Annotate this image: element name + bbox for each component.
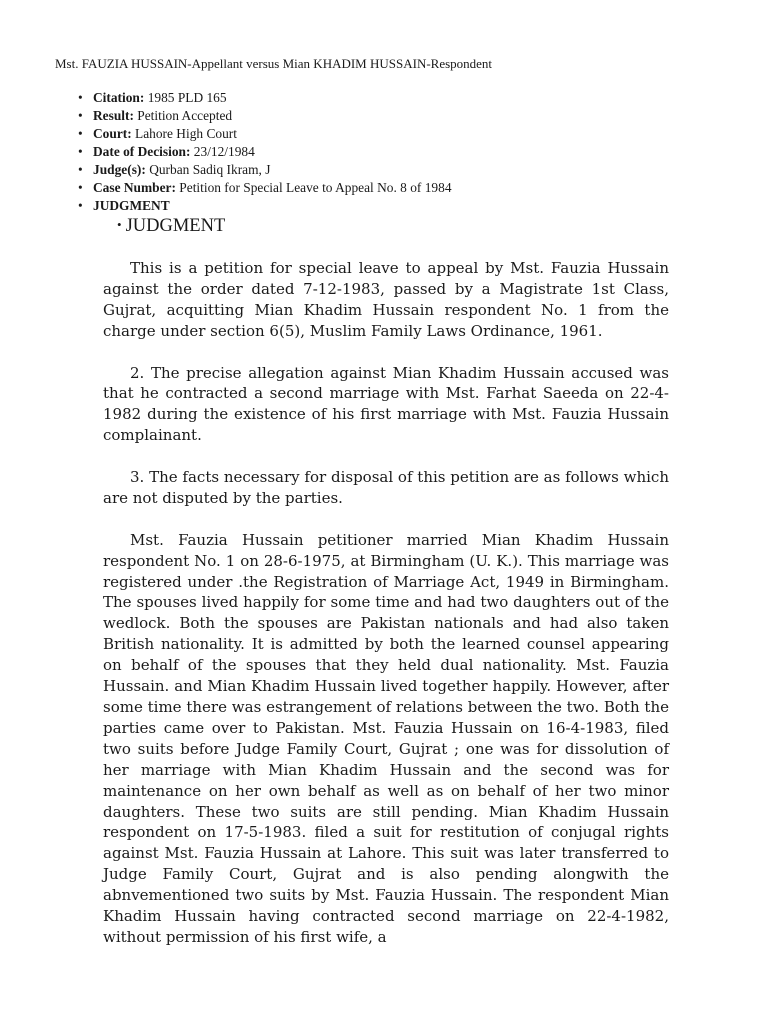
metadata-value: 1985 PLD 165 (147, 90, 227, 105)
metadata-value: Petition for Special Leave to Appeal No. 8 of 1984 (179, 180, 452, 195)
bullet-icon: • (117, 217, 122, 232)
metadata-citation (78, 89, 452, 107)
judgment-heading-text: JUDGMENT (125, 216, 226, 236)
metadata-label: JUDGMENT (93, 198, 170, 213)
metadata-result (78, 107, 452, 125)
judgment-paragraph: This is a petition for special leave to appeal by Mst. Fauzia Hussain against the order dated 7-12-1983, passed by a Magistrate 1st Class, Gujrat, acquitting Mian Khadim Hussain respondent No. 1 from the charge under section 6(5), Muslim Family Laws Ordinance, 1961. (103, 259, 669, 340)
metadata-court (78, 125, 452, 143)
metadata-label: Court: (93, 126, 132, 141)
metadata-value: Petition Accepted (137, 108, 233, 123)
metadata-judges (78, 161, 452, 179)
metadata-label: Date of Decision: (93, 144, 191, 159)
metadata-value: Qurban Sadiq Ikram, J (149, 162, 271, 177)
judgment-paragraph: Mst. Fauzia Hussain petitioner married Mian Khadim Hussain respondent No. 1 on 28-6-1975, at Birmingham (U. K.). This marriage was registered under .the Registration of Marriage Act, 1949 in Birmingham. The spouses lived happily for some time and had two daughters out of the wedlock. Both the spouses are Pakistan nationals and had also taken British nationality. It is admitted by both the learned counsel appearing on behalf of the spouses that they held dual nationality. Mst. Fauzia Hussain. and Mian Khadim Hussain lived together happily. However, after some time there was estrangement of relations between the two. Both the parties came over to Pakistan. Mst. Fauzia Hussain on 16-4-1983, filed two suits before Judge Family Court, Gujrat ; one was for dissolution of her marriage with Mian Khadim Hussain and the second was for maintenance on her own behalf as well as on behalf of her two minor daughters. These two suits are still pending. Mian Khadim Hussain respondent on 17-5-1983. filed a suit for restitution of conjugal rights against Mst. Fauzia Hussain at Lahore. This suit was later transferred to Judge Family Court, Gujrat and is also pending alongwith the abnvementioned two suits by Mst. Fauzia Hussain. The respondent Mian Khadim Hussain having contracted second marriage on 22-4-1982, without permission of his first wife, a (103, 530, 669, 946)
metadata-label: Judge(s): (93, 162, 146, 177)
document-title: Mst. FAUZIA HUSSAIN-Appellant versus Mian KHADIM HUSSAIN-Respondent (55, 56, 493, 71)
case-metadata-list (78, 89, 452, 215)
judgment-body (103, 258, 669, 969)
metadata-value: 23/12/1984 (193, 144, 255, 159)
judgment-heading (117, 213, 225, 238)
metadata-value: Lahore High Court (135, 126, 237, 141)
metadata-date-of-decision (78, 143, 452, 161)
metadata-case-number (78, 179, 452, 197)
judgment-paragraph: 3. The facts necessary for disposal of this petition are as follows which are not disputed by the parties. (103, 468, 669, 507)
metadata-label: Result: (93, 108, 134, 123)
metadata-label: Case Number: (93, 180, 176, 195)
judgment-paragraph: 2. The precise allegation against Mian Khadim Hussain accused was that he contracted a second marriage with Mst. Farhat Saeeda on 22-4-1982 during the existence of his first marriage with Mst. Fauzia Hussain complainant. (103, 363, 669, 445)
metadata-label: Citation: (93, 90, 145, 105)
